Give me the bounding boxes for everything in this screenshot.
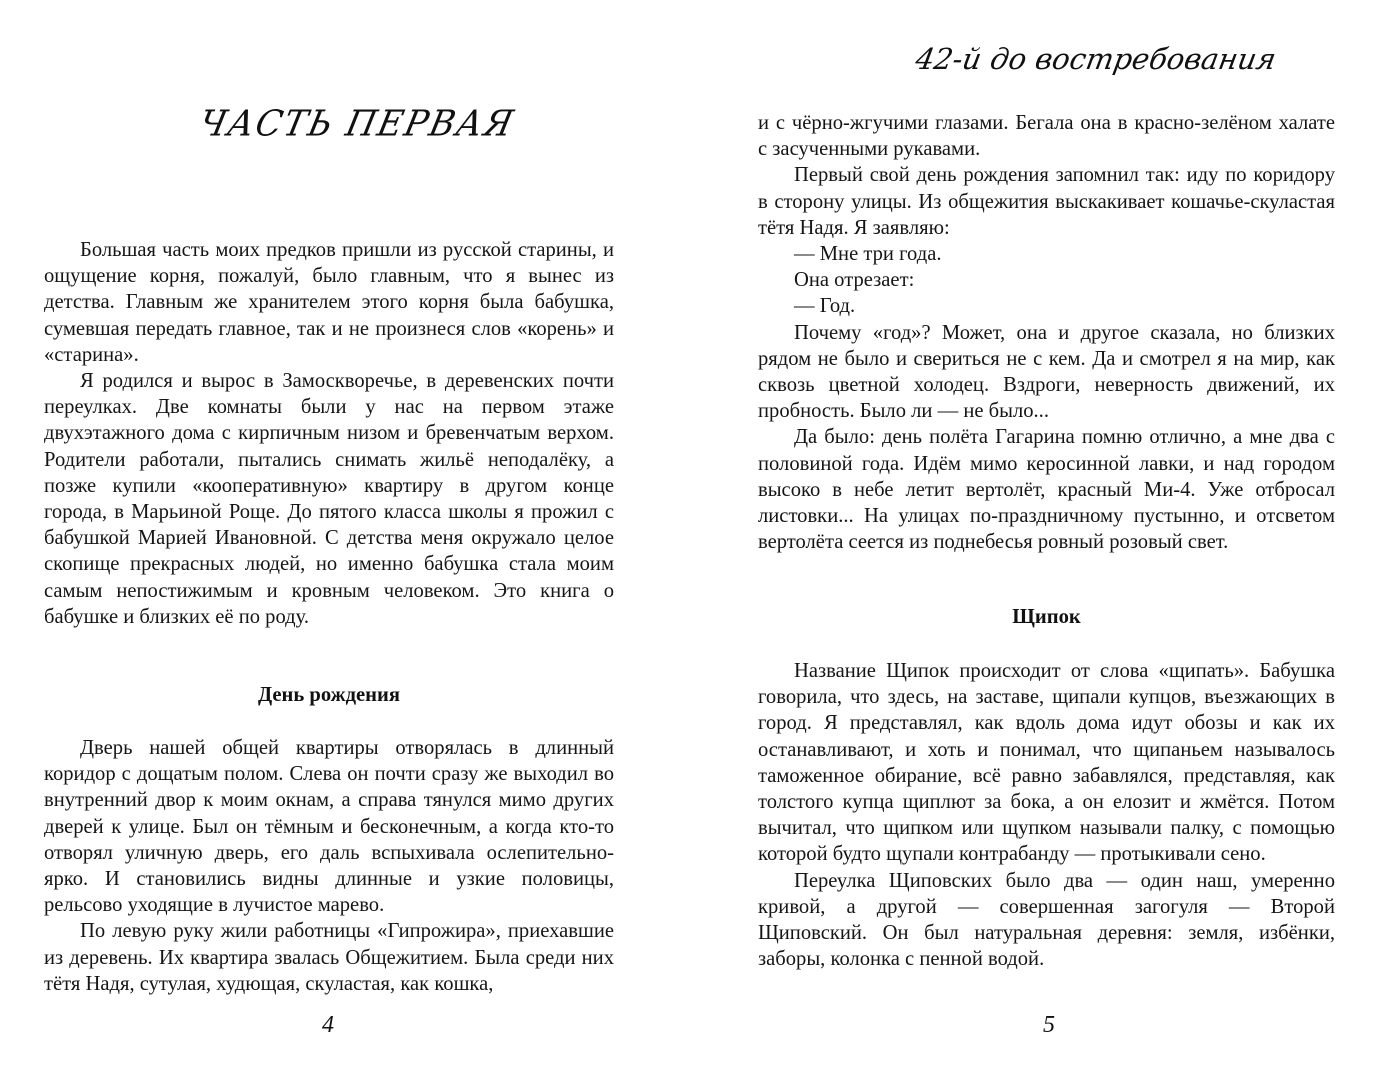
part-title: ЧАСТЬ ПЕРВАЯ: [195, 103, 519, 145]
continued-text: [758, 110, 1335, 555]
running-head: 42-й до востребования: [913, 42, 1279, 76]
intro-text: [44, 237, 614, 630]
paragraph: Дверь нашей общей квартиры отворялась в длинный коридор с дощатым полом. Слева он почти сразу же выходил во внутренний двор к моим окнам, а справа тянулся мимо других дверей к улице. Был он тёмным и бесконечным, а когда кто-то отворял уличную дверь, его даль вспыхивала ослепительно-ярко. И становились видны длинные и узкие половицы, рельсово уходящие в лучистое марево.: [44, 737, 614, 917]
section-heading: Щипок: [1012, 606, 1081, 628]
right-page: [688, 0, 1377, 1080]
paragraph: Название Щипок происходит от слова «щипать». Бабушка говорила, что здесь, на заставе, щипали купцов, въезжающих в город. Я представлял, как вдоль дома идут обозы и как их останавливают, и хоть и понимал, что щипаньем называлось таможенное обирание, всё равно забавлялся, представляя, как толстого купца щиплют за бока, а он елозит и жмётся. Потом вычитал, что щипком или щупком называли палку, с помощью которой будто щупали контрабанду — протыкивали сено.: [758, 660, 1335, 866]
paragraph: Я родился и вырос в Замоскворечье, в деревенских почти переулках. Две комнаты были у нас на первом этаже двухэтажного дома с кирпичным низом и бревенчатым верхом. Родители работали, пытались снимать жильё неподалёку, а позже купили «кооперативную» квартиру в другом конце города, в Марьиной Роще. До пятого класса школы я прожил с бабушкой Марией Ивановной. С детства меня окружало целое скопище прекрасных людей, но именно бабушка стала моим самым непостижимым и кровным человеком. Это книга о бабушке и близких её по роду.: [44, 370, 614, 628]
section-text: [44, 735, 614, 997]
dialog-line: — Год.: [794, 295, 856, 318]
left-page: [0, 0, 688, 1080]
paragraph: Переулка Щиповских было два — один наш, умеренно кривой, а другой — совершенная загогуля — Второй Щиповский. Он был натуральная деревня: земля, избёнки, заборы, колонка с пенной водой.: [758, 869, 1335, 971]
paragraph: Да было: день полёта Гагарина помню отлично, а мне два с половиной года. Идём мимо керосинной лавки, и над городом высоко в небе летит вертолёт, красный Ми-4. Уже отбросал листовки... На улицах по-праздничному пустынно, и отсветом вертолёта сеется из поднебесья ровный розовый свет.: [758, 426, 1335, 554]
dialog-line: Она отрезает:: [794, 269, 915, 292]
paragraph: и с чёрно-жгучими глазами. Бегала она в красно-зелёном халате с засученными рукавами.: [758, 112, 1335, 161]
page-number: 5: [1043, 1012, 1055, 1038]
page-number: 4: [322, 1012, 334, 1038]
section-heading: День рождения: [257, 684, 401, 706]
paragraph: Первый свой день рождения запомнил так: иду по коридору в сторону улицы. Из общежития выскакивает кошачье-скуластая тётя Надя. Я заявляю:: [758, 164, 1335, 239]
paragraph: Большая часть моих предков пришли из русской старины, и ощущение корня, пожалуй, было главным, что я вынес из детства. Главным же хранителем этого корня была бабушка, сумевшая передать главное, так и не произнеся слов «корень» и «старина».: [44, 239, 614, 366]
section-text: [758, 658, 1335, 972]
paragraph: Почему «год»? Может, она и другое сказала, но близких рядом не было и свериться не с кем. Да и смотрел я на мир, как сквозь цветной холодец. Вздроги, неверность движений, их пробность. Было ли — не было...: [758, 321, 1335, 423]
dialog-line: — Мне три года.: [794, 243, 942, 266]
paragraph: По левую руку жили работницы «Гипрожира», приехавшие из деревень. Их квартира звалась Общежитием. Была среди них тётя Надя, сутулая, худющая, скуластая, как кошка,: [44, 920, 614, 995]
